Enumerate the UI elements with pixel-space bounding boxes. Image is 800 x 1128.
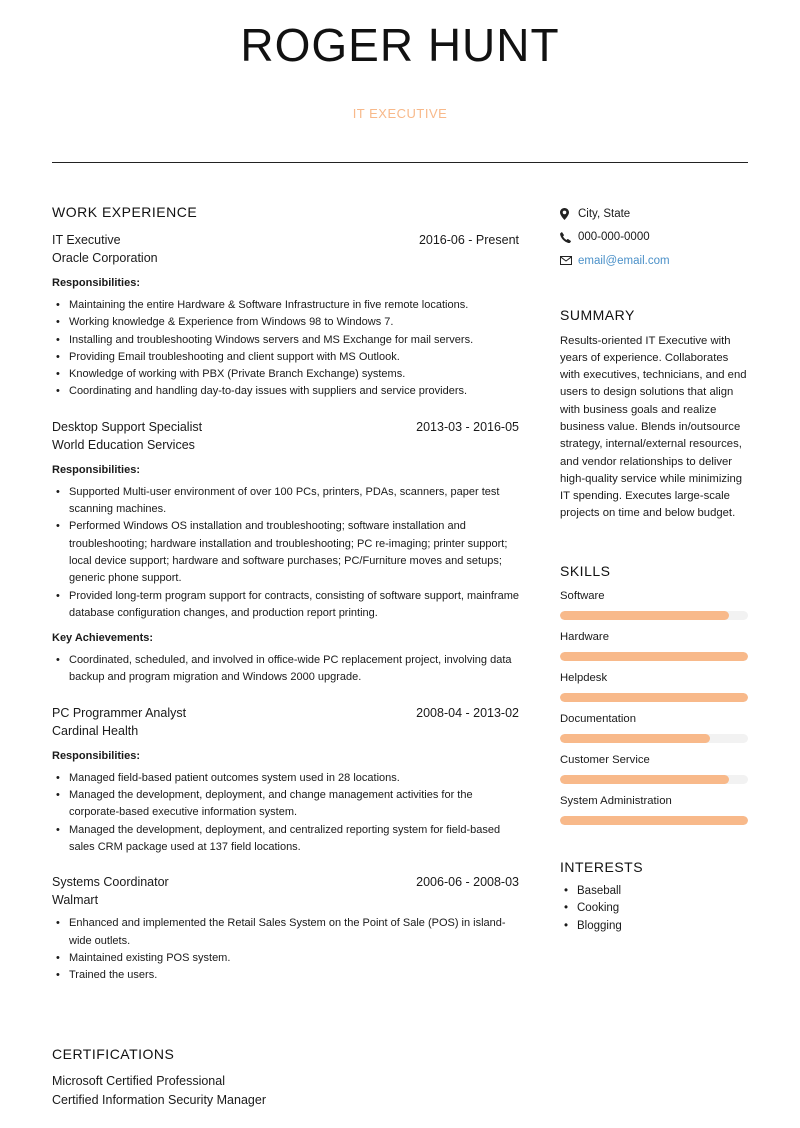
job-company: Walmart [52,893,99,908]
skill-label: Helpdesk [560,671,608,684]
list-item: • Trained the users. [52,967,519,984]
interests-section [560,859,748,936]
list-item: • Coordinating and handling day-to-day issues with suppliers and service providers. [52,383,519,400]
job-role: IT Executive [52,233,121,247]
list-item: • Performed Windows OS installation and troubleshooting; software installation and troubleshooting; hardware installation and troubleshooting; PC re-imaging; printer support; local device support; hardware and software purchases; PC/Furniture moves and setups; generic phone support. [52,518,519,587]
summary-heading: SUMMARY [560,306,635,323]
summary-text: Results-oriented IT Executive with years of experience. Collaborates with executives, technicians, and end users to design solutions that align with business goals and realize business value. Blends in/outsource strategy, internal/external resources, and vendor relationships to deliver high-quality service while minimizing IT spending. Executes large-scale projects on time and below budget. [560,334,747,520]
skill-bar-fill [560,652,748,661]
job-dates: 2008-04 - 2013-02 [416,705,519,720]
job-dates: 2006-06 - 2008-03 [416,875,519,890]
skill-item [560,589,748,620]
skill-item [560,794,748,825]
job-dates: 2013-03 - 2016-05 [416,419,519,434]
responsibilities-list [52,297,519,401]
contact-location-text: City, State [578,207,631,220]
skill-bar-track [560,693,748,702]
skill-item [560,630,748,661]
envelope-icon [560,256,578,265]
work-experience-heading: WORK EXPERIENCE [52,204,198,220]
responsibilities-label: Responsibilities: [52,277,141,289]
list-item: • Managed the development, deployment, and centralized reporting system for field-based sales CRM package used at 137 field locations. [52,822,519,857]
achievements-list [52,652,519,687]
list-item: • Baseball [560,883,748,901]
map-pin-icon [560,208,578,220]
certifications-section [52,1046,519,1109]
achievements-label: Key Achievements: [52,632,154,645]
job-company: World Education Services [52,437,195,452]
responsibilities-label: Responsibilities: [52,749,141,762]
list-item: • Managed field-based patient outcomes system used in 28 locations. [52,770,519,787]
summary-section [560,307,748,523]
skills-section [560,563,748,825]
skill-bar-track [560,611,748,620]
candidate-name: ROGER HUNT [240,19,560,71]
job-dates: 2016-06 - Present [418,233,519,247]
job-title: IT EXECUTIVE [352,106,448,121]
skill-label: System Administration [560,794,672,807]
job-role: Systems Coordinator [52,875,169,890]
skill-bar-fill [560,775,729,784]
responsibilities-list [52,915,519,984]
contact-email[interactable] [560,249,748,273]
sidebar-column [560,202,748,935]
skill-bar-track [560,734,748,743]
responsibilities-list [52,484,519,622]
job-company: Cardinal Health [52,723,139,738]
job-entry [52,873,519,984]
certifications-heading: CERTIFICATIONS [52,1046,175,1062]
list-item: • Coordinated, scheduled, and involved in office-wide PC replacement project, involving data backup and program migration and Windows 2000 upgrade. [52,652,519,687]
job-role: Desktop Support Specialist [52,419,203,434]
skill-label: Documentation [560,712,636,725]
list-item: • Installing and troubleshooting Windows servers and MS Exchange for mail servers. [52,332,519,349]
job-entry [52,231,519,401]
list-item: • Cooking [560,900,748,918]
skill-bar-fill [560,693,748,702]
skill-bar-track [560,775,748,784]
skill-item [560,753,748,784]
certification-item: Certified Information Security Manager [52,1092,266,1107]
skill-bar-fill [560,816,748,825]
contact-phone-text: 000-000-0000 [578,231,650,244]
certification-item: Microsoft Certified Professional [52,1074,225,1088]
email-link[interactable]: email@email.com [578,254,670,267]
skill-bar-track [560,816,748,825]
skills-heading: SKILLS [560,562,611,579]
contact-section [560,202,748,273]
responsibilities-label: Responsibilities: [52,463,141,476]
contact-phone [560,226,748,250]
list-item: • Knowledge of working with PBX (Private Branch Exchange) systems. [52,366,519,383]
main-column [52,204,519,984]
header-divider [52,162,748,163]
list-item: • Provided long-term program support for contracts, consisting of software support, mainframe database configuration changes, and production report printing. [52,588,519,623]
responsibilities-list [52,770,519,856]
skill-bar-track [560,652,748,661]
list-item: • Maintaining the entire Hardware & Software Infrastructure in five remote locations. [52,297,519,314]
interests-list [560,883,748,936]
job-entry [52,704,519,856]
list-item: • Blogging [560,918,748,936]
list-item: • Providing Email troubleshooting and client support with MS Outlook. [52,349,519,366]
contact-location [560,202,748,226]
list-item: • Supported Multi-user environment of over 100 PCs, printers, PDAs, scanners, paper test scanning machines. [52,484,519,519]
skill-bar-fill [560,734,710,743]
skill-item [560,712,748,743]
phone-icon [560,232,578,243]
job-role: PC Programmer Analyst [52,705,187,720]
list-item: • Working knowledge & Experience from Windows 98 to Windows 7. [52,314,519,331]
skill-item [560,671,748,702]
list-item: • Enhanced and implemented the Retail Sales System on the Point of Sale (POS) in island-wide outlets. [52,915,519,950]
job-company: Oracle Corporation [52,251,158,265]
skill-label: Customer Service [560,753,650,766]
list-item: • Managed the development, deployment, and change management activities for the corporate-based executive information system. [52,787,519,822]
skill-label: Software [560,589,605,602]
interests-heading: INTERESTS [560,858,644,875]
job-entry [52,418,519,687]
skill-label: Hardware [560,630,609,643]
skill-bar-fill [560,611,729,620]
list-item: • Maintained existing POS system. [52,950,519,967]
